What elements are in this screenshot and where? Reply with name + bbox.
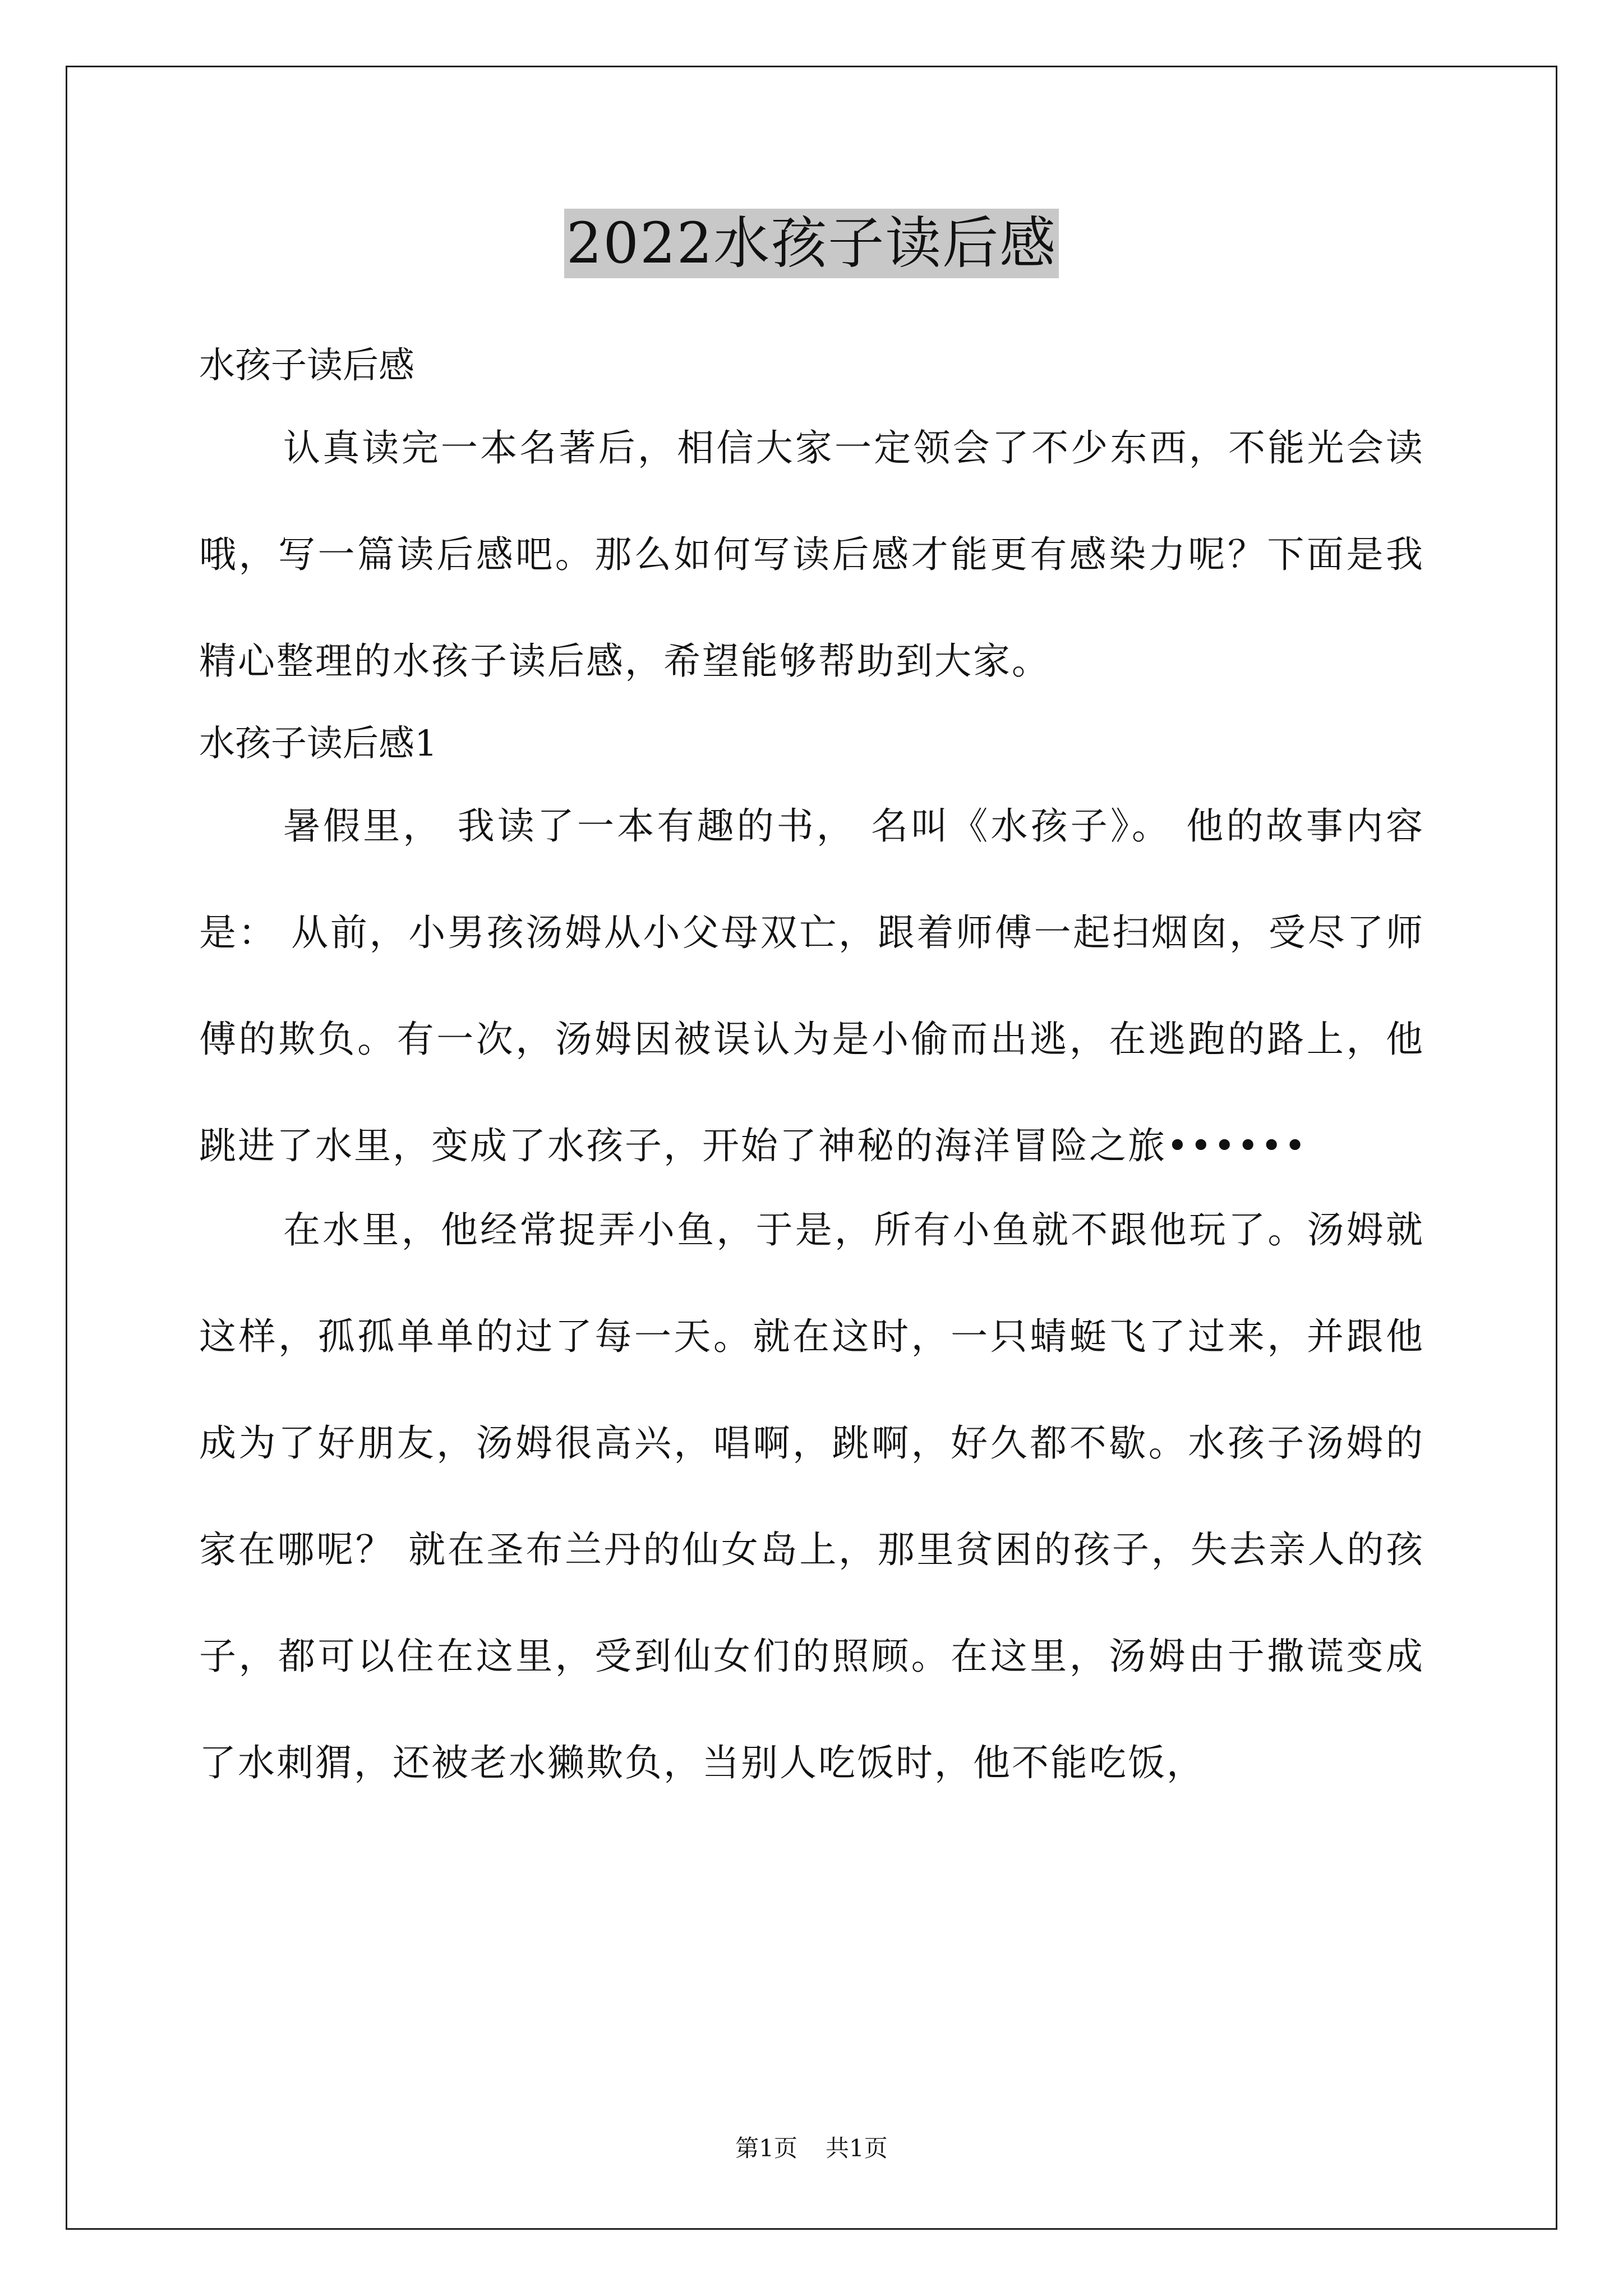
body-paragraph-1: 暑假里， 我读了一本有趣的书， 名叫《水孩子》。 他的故事内容是： 从前，小男孩汤姆从小父母双亡，跟着师傅一起扫烟囱，受尽了师傅的欺负。有一次，汤姆因被误认为是小偷而出逃，在逃跑的路上，他跳进了水里，变成了水孩子，开始了神秘的海洋冒险之旅•••••• (199, 804, 1424, 1167)
title-container (0, 209, 1623, 278)
document-title: 2022水孩子读后感 (564, 209, 1059, 278)
intro-paragraph: 认真读完一本名著后，相信大家一定领会了不少东西，不能光会读哦，写一篇读后感吧。那么如何写读后感才能更有感染力呢？下面是我精心整理的水孩子读后感，希望能够帮助到大家。 (199, 426, 1424, 683)
page-total: 共1页 (826, 2134, 888, 2162)
page-footer (0, 2132, 1623, 2165)
body-paragraph-2: 在水里，他经常捉弄小鱼，于是，所有小鱼就不跟他玩了。汤姆就这样，孤孤单单的过了每一天。就在这时，一只蜻蜓飞了过来，并跟他成为了好朋友，汤姆很高兴，唱啊，跳啊，好久都不歇。水孩子汤姆的家在哪呢？ 就在圣布兰丹的仙女岛上，那里贫困的孩子，失去亲人的孩子，都可以住在这里，受到仙女们的照顾。在这里，汤姆由于撒谎变成了水刺猬，还被老水獭欺负，当别人吃饭时，他不能吃饭， (199, 1208, 1424, 1784)
page-number: 第1页 (735, 2134, 797, 2162)
section-heading: 水孩子读后感1 (199, 723, 437, 765)
document-body (199, 314, 1424, 1794)
intro-heading: 水孩子读后感 (199, 345, 414, 386)
